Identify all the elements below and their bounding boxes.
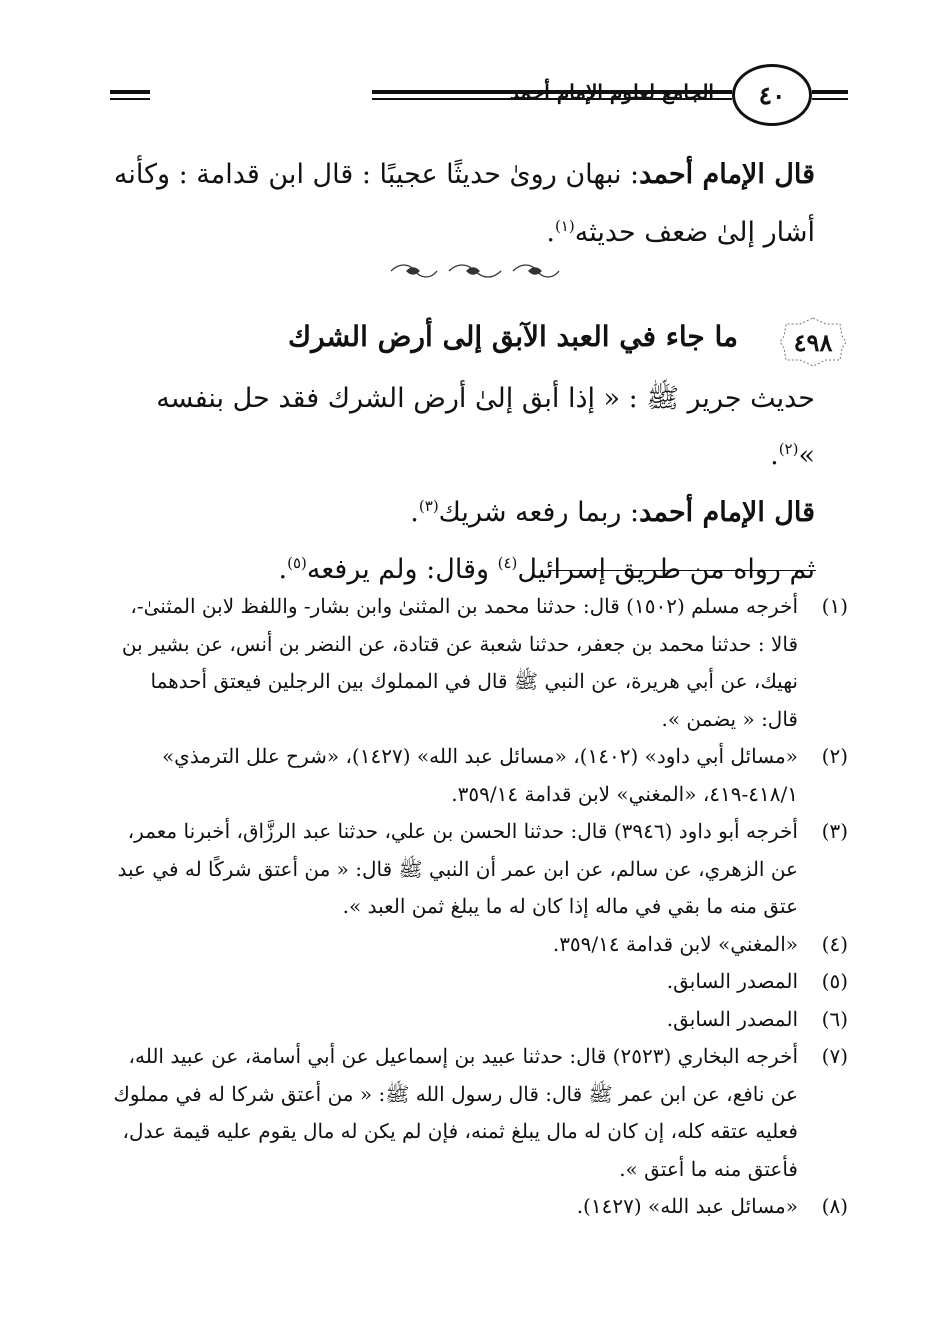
- narration-line: ثم رواه من طريق إسرائيل$^{(٤)}$ وقال: ولم يرفعه$^{(٥)}$.: [278, 554, 815, 585]
- hadith-text: حديث جرير ﷺ : « إذا أبق إلىٰ أرض الشرك فقد حل بنفسه »: [156, 383, 815, 471]
- footnote-separator: [548, 570, 816, 571]
- hadith-line: حديث جرير ﷺ : « إذا أبق إلىٰ أرض الشرك فقد حل بنفسه »$^{(٢)}$.: [156, 383, 815, 471]
- footnote-text: أخرجه البخاري (٢٥٢٣) قال: حدثنا عبيد بن إسماعيل عن أبي أسامة، عن عبيد الله، عن نافع، عن ابن عمر ﷺ قال: قال رسول الله ﷺ: « من أعتق شركا له في مملوك فعليه عتقه كله، إن كان له مال يبلغ ثمنه، فإن لم يكن له مال يقوم عليه قيمة عدل، فأعتق منه ما أعتق ».: [113, 1044, 798, 1181]
- footnote-text: المصدر السابق.: [666, 969, 798, 993]
- footnote-text: أخرجه أبو داود (٣٩٤٦) قال: حدثنا الحسن بن علي، حدثنا عبد الرزَّاق، أخبرنا معمر، عن الزهري، عن سالم، عن ابن عمر أن النبي ﷺ قال: « من أعتق شركًا له في عبد عتق منه ما بقي في ماله إذا كان له ما يبلغ ثمن العبد ».: [117, 819, 798, 918]
- footnote-item: [110, 1001, 848, 1039]
- intro-end: .: [546, 217, 555, 248]
- ornament-divider: [385, 259, 565, 283]
- footnotes-list: [110, 588, 848, 1226]
- footnote-number: (٧): [821, 1044, 848, 1068]
- footnote-item: [110, 588, 848, 738]
- running-title: الجامع لعلوم الإمام أحمد: [509, 80, 714, 104]
- footnote-item: [110, 963, 848, 1001]
- narration-text: وقال: ولم يرفعه: [306, 554, 490, 585]
- footnote-item: [110, 1038, 848, 1188]
- footnote-text: «مسائل أبي داود» (١٤٠٢)، «مسائل عبد الله» (١٤٢٧)، «شرح علل الترمذي» ٤١٨/١-٤١٩، «المغني» لابن قدامة ٣٥٩/١٤.: [161, 744, 798, 806]
- section-number-badge: [778, 316, 848, 368]
- footnote-item: [110, 813, 848, 926]
- footnote-number: (٨): [821, 1194, 848, 1218]
- footnote-item: [110, 738, 848, 813]
- footnote-number: (٦): [821, 1006, 848, 1031]
- page-header: [110, 60, 848, 130]
- section-number: ٤٩٨: [793, 327, 833, 357]
- footnote-text: المصدر السابق.: [666, 1006, 798, 1031]
- intro-text: : نبهان روىٰ حديثًا عجيبًا : قال ابن قدامة : وكأنه أشار إلىٰ ضعف حديثه: [113, 159, 815, 248]
- footnote-text: أخرجه مسلم (١٥٠٢) قال: حدثنا محمد بن المثنىٰ وابن بشار- واللفظ لابن المثنىٰ-، قالا : حدثنا محمد بن جعفر، حدثنا شعبة عن قتادة، عن النضر بن أنس، عن بشير بن نهيك، عن أبي هريرة، عن النبي ﷺ قال في المملوك بين الرجلين فيعتق أحدهما قال: « يضمن ».: [121, 594, 798, 731]
- footnote-text: «المغني» لابن قدامة ٣٥٩/١٤.: [552, 931, 798, 956]
- section-title: ما جاء في العبد الآبق إلى أرض الشرك: [288, 320, 738, 353]
- footnote-ref: (٢): [778, 440, 799, 458]
- header-rule-left: [110, 90, 150, 100]
- statement-text: : ربما رفعه شريك: [438, 497, 640, 528]
- footnote-ref: (٣): [418, 497, 439, 515]
- page-number: ٤٠: [758, 80, 786, 110]
- speaker-name: قال الإمام أحمد: [639, 159, 815, 190]
- hadith-block: [110, 370, 815, 598]
- page-number-badge: [732, 64, 812, 126]
- intro-paragraph: [110, 146, 815, 262]
- footnote-ref: (١): [554, 217, 575, 235]
- narration-text: ثم رواه من طريق إسرائيل: [517, 554, 815, 585]
- speaker-name: قال الإمام أحمد: [639, 497, 815, 528]
- footnote-number: (١): [821, 594, 848, 618]
- imam-statement: قال الإمام أحمد: ربما رفعه شريك$^{(٣)}$.: [410, 497, 815, 528]
- footnote-item: [110, 1188, 848, 1226]
- footnote-item: [110, 926, 848, 964]
- footnote-text: «مسائل عبد الله» (١٤٢٧).: [576, 1194, 798, 1218]
- section-heading: [110, 312, 848, 372]
- header-rule-right: [812, 90, 848, 100]
- footnote-number: (٥): [821, 969, 848, 993]
- footnote-number: (٤): [821, 931, 848, 956]
- footnote-number: (٣): [821, 819, 848, 843]
- footnote-ref: (٥): [287, 554, 307, 572]
- footnote-ref: (٤): [497, 554, 518, 572]
- footnote-number: (٢): [821, 744, 848, 768]
